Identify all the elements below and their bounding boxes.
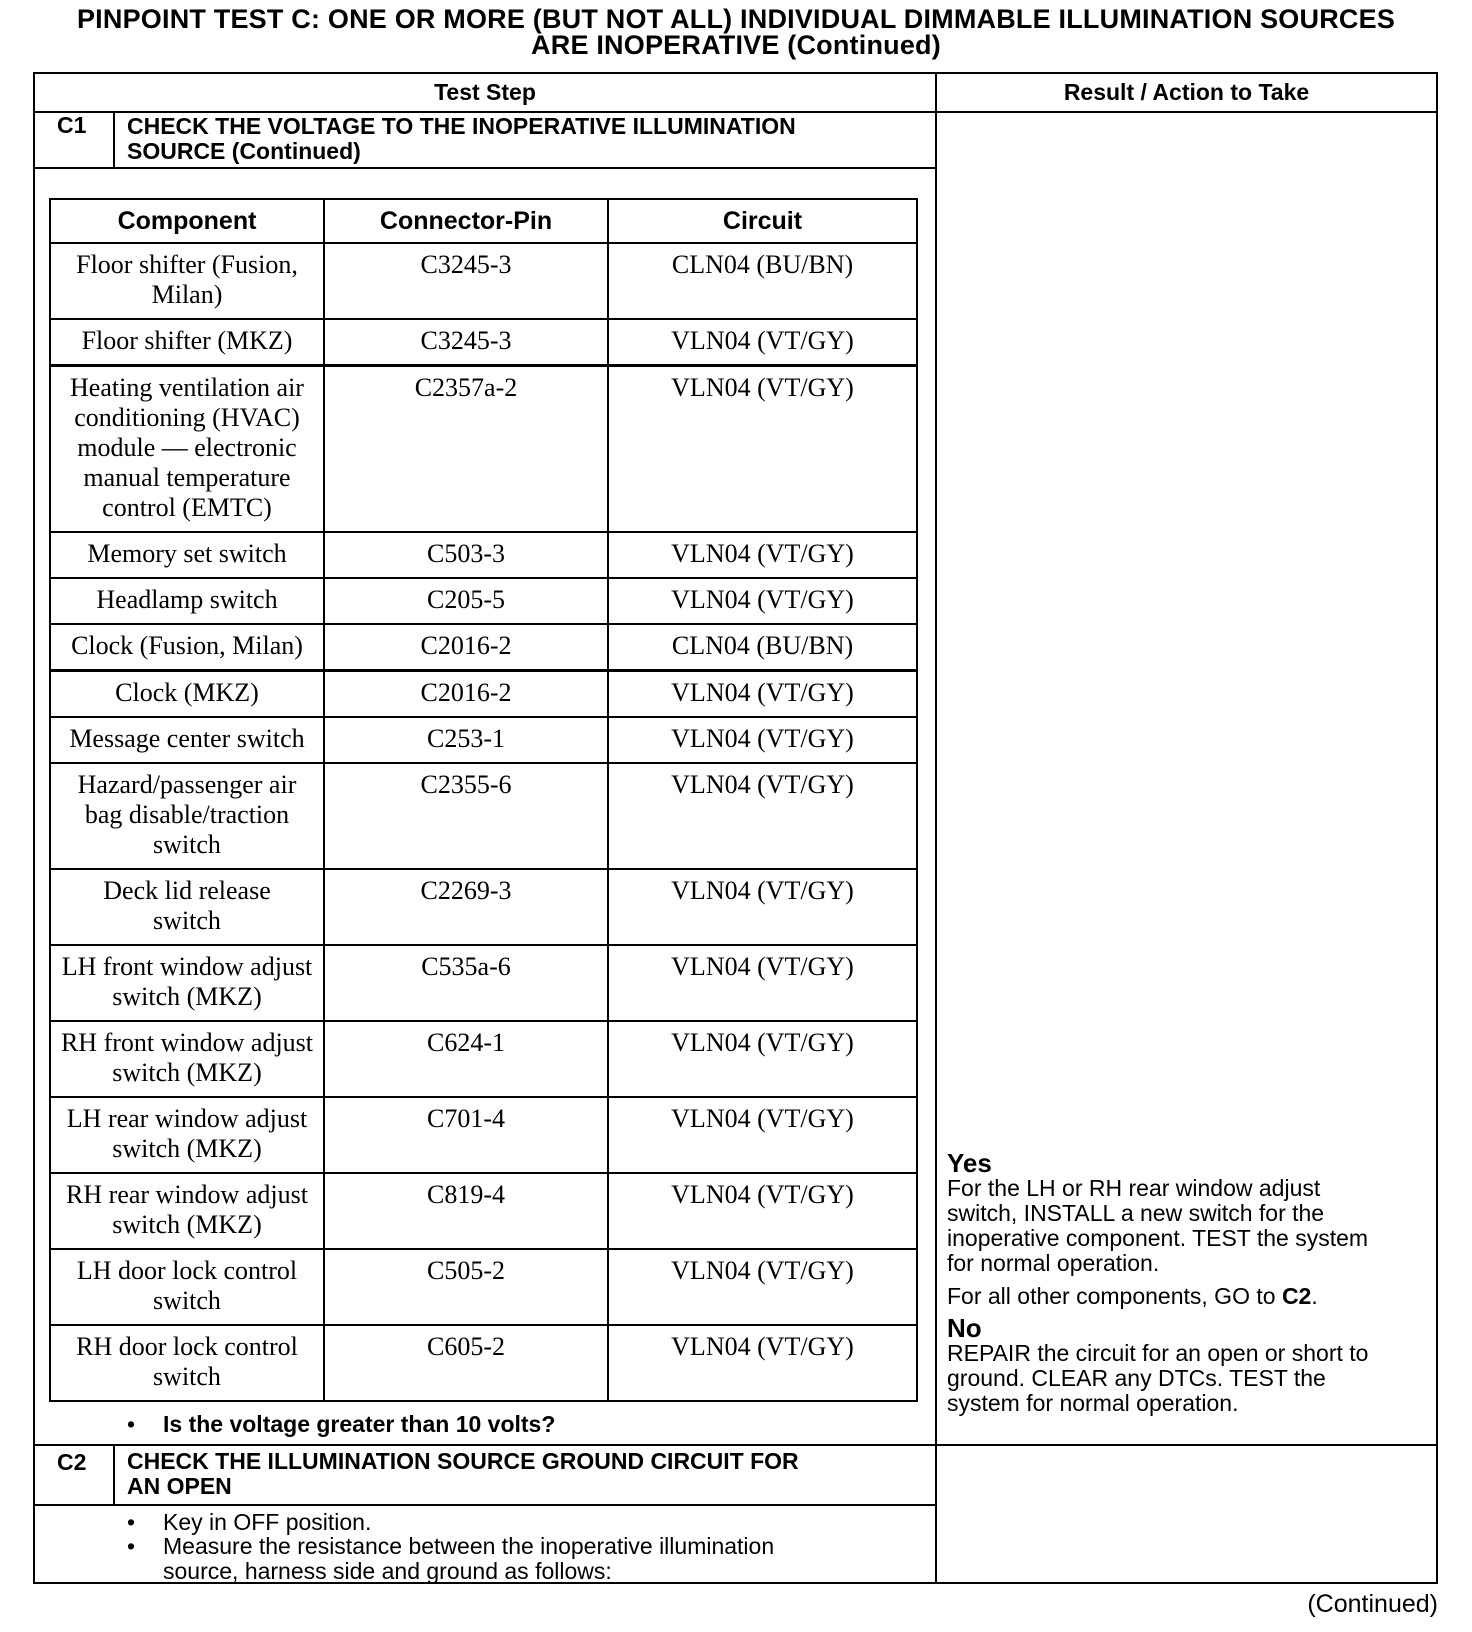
connector-pin-cell: C2016-2 xyxy=(324,624,608,671)
connector-pin-cell: C3245-3 xyxy=(324,243,608,319)
step-title-c2-line1: CHECK THE ILLUMINATION SOURCE GROUND CIRCUIT FOR xyxy=(127,1448,799,1474)
table-row xyxy=(50,319,917,366)
step-divider-c2 xyxy=(113,1446,115,1506)
circuit-cell: CLN04 (BU/BN) xyxy=(608,624,917,671)
bullet-icon: • xyxy=(127,1411,136,1437)
header-row xyxy=(35,74,1436,113)
circuit-cell: VLN04 (VT/GY) xyxy=(608,532,917,578)
step-divider-c1 xyxy=(113,111,115,169)
table-row xyxy=(50,1021,917,1097)
component-cell: RH front window adjust switch (MKZ) xyxy=(50,1021,324,1097)
component-cell: LH rear window adjust switch (MKZ) xyxy=(50,1097,324,1173)
table-row xyxy=(50,763,917,869)
component-table xyxy=(49,198,918,1402)
step-number-c1: C1 xyxy=(57,112,87,138)
table-row xyxy=(50,624,917,671)
c2-bullet-2-text xyxy=(163,1534,774,1584)
header-test-step: Test Step xyxy=(434,79,536,105)
step-title-c1-line2: SOURCE (Continued) xyxy=(127,138,361,164)
no-label: No xyxy=(947,1313,982,1343)
circuit-cell: VLN04 (VT/GY) xyxy=(608,671,917,718)
connector-pin-cell: C701-4 xyxy=(324,1097,608,1173)
component-cell: Headlamp switch xyxy=(50,578,324,624)
component-cell: Hazard/passenger air bag disable/traction switch xyxy=(50,763,324,869)
circuit-cell: VLN04 (VT/GY) xyxy=(608,945,917,1021)
component-cell: Memory set switch xyxy=(50,532,324,578)
connector-pin-cell: C819-4 xyxy=(324,1173,608,1249)
table-row xyxy=(50,1173,917,1249)
connector-pin-cell: C605-2 xyxy=(324,1325,608,1401)
table-row xyxy=(50,243,917,319)
table-row xyxy=(50,671,917,718)
page-title xyxy=(0,6,1472,58)
step-title-rule-c2 xyxy=(35,1504,935,1506)
no-line-3: system for normal operation. xyxy=(947,1390,1239,1416)
yes-line-4: for normal operation. xyxy=(947,1250,1160,1276)
circuit-cell: VLN04 (VT/GY) xyxy=(608,717,917,763)
step-title-rule-c1 xyxy=(35,167,935,169)
circuit-cell: CLN04 (BU/BN) xyxy=(608,243,917,319)
component-cell: Deck lid release switch xyxy=(50,869,324,945)
c1-result xyxy=(947,1150,1427,1416)
connector-pin-cell: C505-2 xyxy=(324,1249,608,1325)
component-cell: Clock (MKZ) xyxy=(50,671,324,718)
connector-pin-cell: C205-5 xyxy=(324,578,608,624)
continued-label: (Continued) xyxy=(1307,1590,1438,1618)
circuit-cell: VLN04 (VT/GY) xyxy=(608,763,917,869)
connector-pin-cell: C2357a-2 xyxy=(324,366,608,533)
col-component: Component xyxy=(50,199,324,243)
circuit-cell: VLN04 (VT/GY) xyxy=(608,1173,917,1249)
table-row xyxy=(50,578,917,624)
table-row xyxy=(50,717,917,763)
col-circuit: Circuit xyxy=(608,199,917,243)
yes-line-2: switch, INSTALL a new switch for the xyxy=(947,1200,1325,1226)
yes-other-end: . xyxy=(1311,1283,1318,1309)
component-cell: Clock (Fusion, Milan) xyxy=(50,624,324,671)
connector-pin-cell: C624-1 xyxy=(324,1021,608,1097)
component-cell: RH rear window adjust switch (MKZ) xyxy=(50,1173,324,1249)
connector-pin-cell: C2355-6 xyxy=(324,763,608,869)
bullet-icon: • xyxy=(127,1533,136,1559)
yes-label: Yes xyxy=(947,1148,992,1178)
table-row xyxy=(50,366,917,533)
connector-pin-cell: C253-1 xyxy=(324,717,608,763)
col-connector-pin: Connector-Pin xyxy=(324,199,608,243)
c2-bullet-2-line2: source, harness side and ground as follows: xyxy=(163,1558,612,1584)
table-row xyxy=(50,945,917,1021)
step-title-c2 xyxy=(127,1449,799,1499)
step-separator xyxy=(35,1444,1436,1446)
title-line-1: PINPOINT TEST C: ONE OR MORE (BUT NOT ALL) INDIVIDUAL DIMMABLE ILLUMINATION SOURCES xyxy=(76,4,1396,34)
component-cell: Floor shifter (Fusion, Milan) xyxy=(50,243,324,319)
connector-pin-cell: C2269-3 xyxy=(324,869,608,945)
pinpoint-test-table xyxy=(33,72,1438,1584)
yes-line-3: inoperative component. TEST the system xyxy=(947,1225,1369,1251)
table-row xyxy=(50,869,917,945)
circuit-cell: VLN04 (VT/GY) xyxy=(608,1097,917,1173)
yes-line-1: For the LH or RH rear window adjust xyxy=(947,1175,1321,1201)
circuit-cell: VLN04 (VT/GY) xyxy=(608,319,917,366)
component-cell: LH front window adjust switch (MKZ) xyxy=(50,945,324,1021)
table-row xyxy=(50,1097,917,1173)
c2-bullet-1-text: Key in OFF position. xyxy=(163,1509,372,1535)
goto-c2-link[interactable]: C2 xyxy=(1281,1283,1312,1309)
circuit-cell: VLN04 (VT/GY) xyxy=(608,869,917,945)
table-row xyxy=(50,1325,917,1401)
step-title-c1-line1: CHECK THE VOLTAGE TO THE INOPERATIVE ILLUMINATION xyxy=(127,113,796,139)
column-divider xyxy=(935,74,937,1582)
bullet-icon: • xyxy=(127,1509,136,1535)
yes-other-line xyxy=(947,1284,1427,1309)
circuit-cell: VLN04 (VT/GY) xyxy=(608,1021,917,1097)
no-line-2: ground. CLEAR any DTCs. TEST the xyxy=(947,1365,1326,1391)
connector-pin-cell: C503-3 xyxy=(324,532,608,578)
header-result: Result / Action to Take xyxy=(1063,79,1310,105)
step-number-c2: C2 xyxy=(57,1449,87,1475)
component-cell: Floor shifter (MKZ) xyxy=(50,319,324,366)
step-title-c1 xyxy=(127,114,796,164)
component-cell: Heating ventilation air conditioning (HVAC) module — electronic manual temperature control (EMTC) xyxy=(50,366,324,533)
component-table-header xyxy=(50,199,917,243)
step-title-c2-line2: AN OPEN xyxy=(127,1473,232,1499)
circuit-cell: VLN04 (VT/GY) xyxy=(608,578,917,624)
no-line-1: REPAIR the circuit for an open or short to xyxy=(947,1340,1369,1366)
connector-pin-cell: C3245-3 xyxy=(324,319,608,366)
table-row xyxy=(50,532,917,578)
c1-question-text: Is the voltage greater than 10 volts? xyxy=(163,1411,556,1437)
circuit-cell: VLN04 (VT/GY) xyxy=(608,1249,917,1325)
component-cell: Message center switch xyxy=(50,717,324,763)
yes-other-text: For all other components, GO to xyxy=(947,1283,1282,1309)
c2-bullet-2-line1: Measure the resistance between the inoperative illumination xyxy=(163,1533,775,1559)
circuit-cell: VLN04 (VT/GY) xyxy=(608,1325,917,1401)
circuit-cell: VLN04 (VT/GY) xyxy=(608,366,917,533)
connector-pin-cell: C2016-2 xyxy=(324,671,608,718)
component-cell: LH door lock control switch xyxy=(50,1249,324,1325)
connector-pin-cell: C535a-6 xyxy=(324,945,608,1021)
component-cell: RH door lock control switch xyxy=(50,1325,324,1401)
table-row xyxy=(50,1249,917,1325)
title-line-2: ARE INOPERATIVE (Continued) xyxy=(531,30,941,60)
